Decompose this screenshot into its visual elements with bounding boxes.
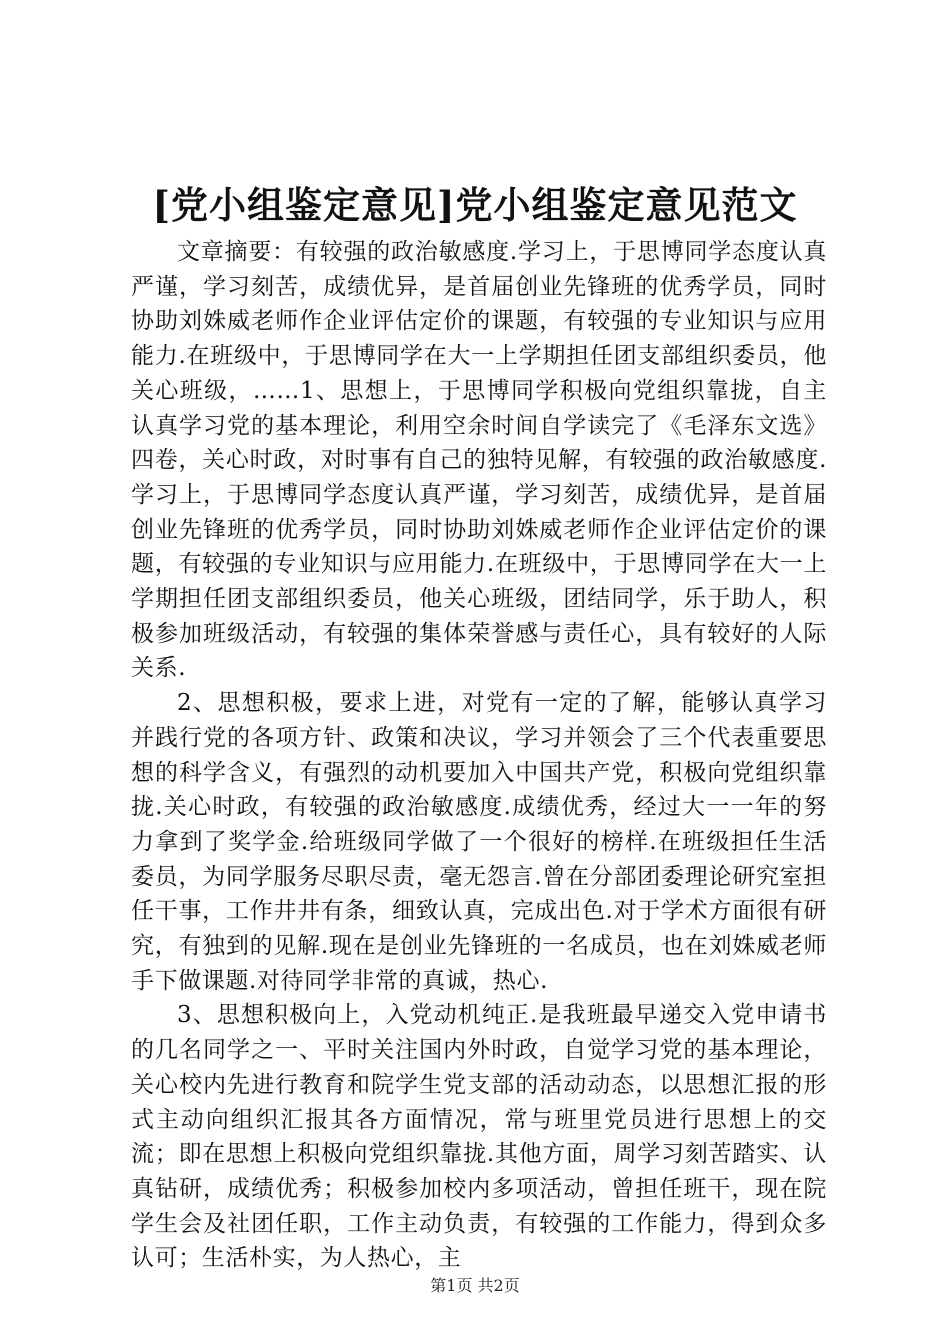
- paragraph-3: 3、思想积极向上，入党动机纯正.是我班最早递交入党申请书的几名同学之一、平时关注国内外时政，自觉学习党的基本理论，关心校内先进行教育和院学生党支部的活动动态，以思想汇报的形式主动向组织汇报其各方面情况，常与班里党员进行思想上的交流；即在思想上积极向党组织靠拢.其他方面，周学习刻苦踏实、认真钻研，成绩优秀；积极参加校内多项活动，曾担任班干，现在院学生会及社团任职，工作主动负责，有较强的工作能力，得到众多认可；生活朴实，为人热心，主: [131, 1002, 827, 1272]
- document-body: [131, 235, 827, 1276]
- page-number: 第1页 共2页: [430, 1276, 520, 1295]
- paragraph-2: 2、思想积极，要求上进，对党有一定的了解，能够认真学习并践行党的各项方针、政策和决议，学习并领会了三个代表重要思想的科学含义，有强烈的动机要加入中国共产党，积极向党组织靠拢.关心时政，有较强的政治敏感度.成绩优秀，经过大一一年的努力拿到了奖学金.给班级同学做了一个很好的榜样.在班级担任生活委员，为同学服务尽职尽责，毫无怨言.曾在分部团委理论研究室担任干事，工作井井有条，细致认真，完成出色.对于学术方面很有研究，有独到的见解.现在是创业先锋班的一名成员，也在刘姝威老师手下做课题.对待同学非常的真诚，热心.: [131, 690, 827, 994]
- paragraph-1: 文章摘要：有较强的政治敏感度.学习上，于思博同学态度认真严谨，学习刻苦，成绩优异，是首届创业先锋班的优秀学员，同时协助刘姝威老师作企业评估定价的课题，有较强的专业知识与应用能力.在班级中，于思博同学在大一上学期担任团支部组织委员，他关心班级，……1、思想上，于思博同学积极向党组织靠拢，自主认真学习党的基本理论，利用空余时间自学读完了《毛泽东文选》四卷，关心时政，对时事有自己的独特见解，有较强的政治敏感度.学习上，于思博同学态度认真严谨，学习刻苦，成绩优异，是首届创业先锋班的优秀学员，同时协助刘姝威老师作企业评估定价的课题，有较强的专业知识与应用能力.在班级中，于思博同学在大一上学期担任团支部组织委员，他关心班级，团结同学，乐于助人，积极参加班级活动，有较强的集体荣誉感与责任心，具有较好的人际关系.: [131, 239, 827, 682]
- page-title: [党小组鉴定意见]党小组鉴定意见范文: [152, 183, 798, 227]
